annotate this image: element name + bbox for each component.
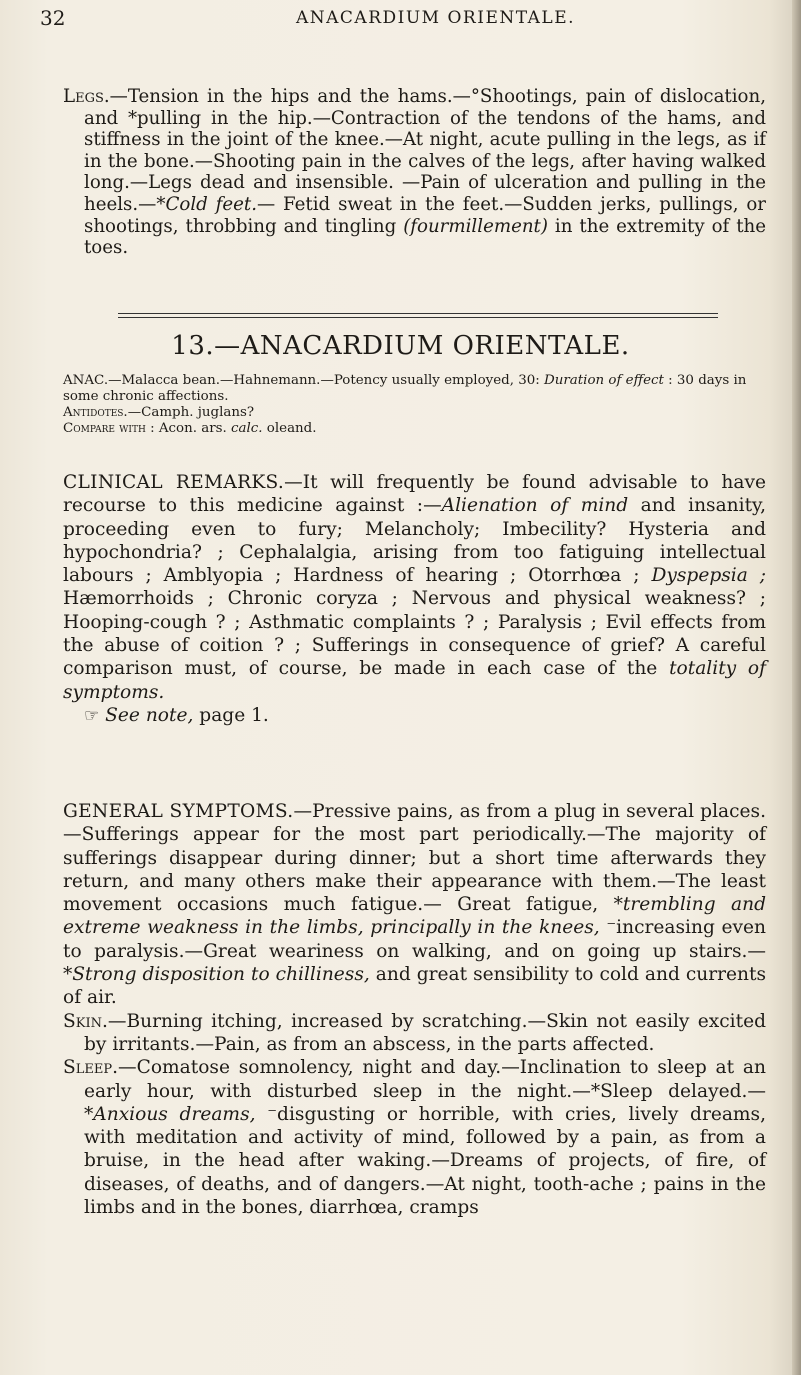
legs-paragraph: Legs.—Tension in the hips and the hams.—°Shootings, pain of dislocation, and *pulling in the hip.—Contraction of the tendons of the hams, and stiffness in the joint of the knee.—At night, acute pulling in the legs, as if in the bone.—Shooting pain in the calves of the legs, after having walked long.—Legs dead and insensible. —Pain of ulceration and pulling in the heels.—*Cold feet.— Fetid sweat in the feet.—Sudden jerks, pullings, or shootings, throbbing and tingling (fourmillement) in the extremity of the toes. bbox=[63, 86, 766, 259]
antidotes-line: Antidotes.—Camph. juglans? bbox=[63, 405, 255, 420]
intro-section bbox=[63, 373, 766, 437]
general-paragraph: GENERAL SYMPTOMS.—Pressive pains, as from a plug in several places.—Sufferings appear for the most part periodically.—The majority of sufferings disappear during dinner; but a short time afterwards they return, and many others make their appearance with them.—The least movement occasions much fatigue.— Great fatigue, *trembling and extreme weakness in the limbs, principally in the knees, ⁻increasing even to paralysis.—Great weariness on walking, and on going up stairs.—*Strong disposition to chilliness, and great sensibility to cold and currents of air. bbox=[63, 801, 766, 1009]
legs-section bbox=[63, 86, 766, 259]
remedy-title: 13.—ANACARDIUM ORIENTALE. bbox=[171, 331, 630, 361]
skin-label: Skin. bbox=[63, 1010, 108, 1032]
section-rule bbox=[118, 313, 718, 314]
page-edge bbox=[792, 0, 801, 1375]
clinical-paragraph: CLINICAL REMARKS.—It will frequently be found advisable to have recourse to this medicine against :—Alienation of mind and insanity, proceeding even to fury; Melancholy; Imbecility? Hysteria and hypochondria? ; Cephalalgia, arising from too fatiguing intellectual labours ; Amblyopia ; Hardness of hearing ; Otorrhœa ; Dyspepsia ; Hæmorrhoids ; Chronic coryza ; Nervous and physical weakness? ; Hooping-cough ? ; Asthmatic complaints ? ; Paralysis ; Evil effects from the abuse of coition ? ; Sufferings in consequence of grief? A careful comparison must, of course, be made in each case of the totality of symptoms. bbox=[63, 472, 767, 703]
clinical-heading: CLINICAL REMARKS. bbox=[63, 472, 285, 493]
pointing-hand-icon: ☞ bbox=[84, 705, 100, 726]
clinical-section bbox=[63, 471, 766, 728]
legs-label: Legs. bbox=[63, 86, 110, 107]
sleep-paragraph: Sleep.—Comatose somnolency, night and day.—Inclination to sleep at an early hour, with disturbed sleep in the night.—*Sleep delayed.—*Anxious dreams, ⁻disgusting or horrible, with cries, lively dreams, with meditation and activity of mind, followed by a pain, as from a bruise, in the head after waking.—Dreams of projects, of fire, of diseases, of deaths, and of dangers.—At night, tooth-ache ; pains in the limbs and in the bones, diarrhœa, cramps bbox=[63, 1057, 767, 1219]
intro-line: ANAC.—Malacca bean.—Hahnemann.—Potency usually employed, 30: Duration of effect : 30 days in some chronic affections. bbox=[63, 373, 747, 404]
section-rule bbox=[118, 317, 718, 318]
compare-line: Compare with : Acon. ars. calc. oleand. bbox=[63, 421, 317, 436]
general-section bbox=[63, 800, 766, 1219]
general-heading: GENERAL SYMPTOMS. bbox=[63, 801, 294, 822]
see-note-line: ☞ See note, page 1. bbox=[84, 704, 269, 726]
running-title: ANACARDIUM ORIENTALE. bbox=[296, 8, 576, 28]
sleep-label: Sleep. bbox=[63, 1057, 119, 1079]
page-number: 32 bbox=[40, 6, 66, 30]
skin-paragraph: Skin.—Burning itching, increased by scratching.—Skin not easily excited by irritants.—Pain, as from an abscess, in the parts affected. bbox=[63, 1010, 766, 1055]
